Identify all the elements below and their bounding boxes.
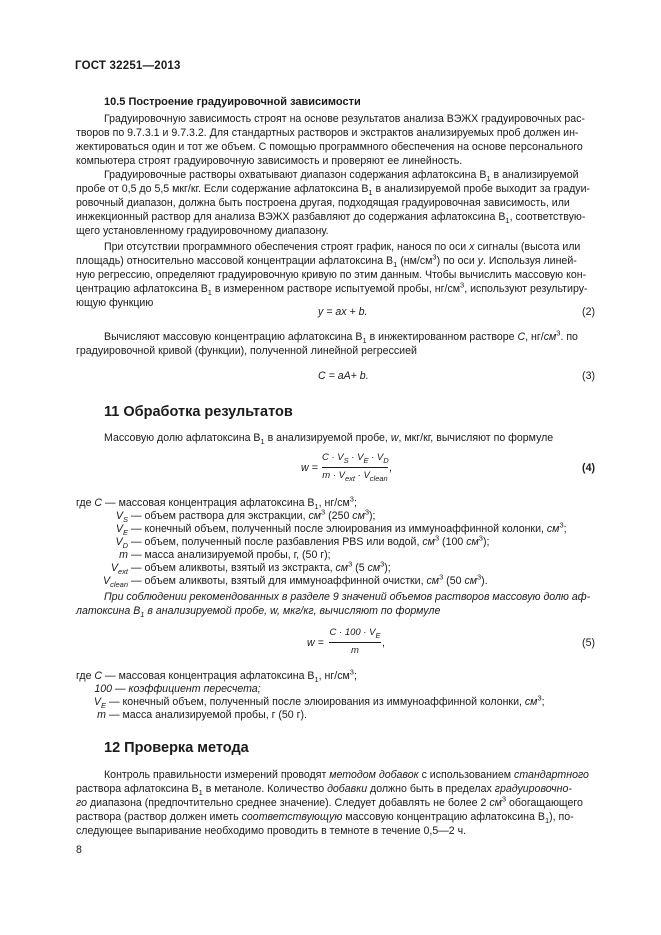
s12-line-4: раствора (раствор должен иметь соответствующую массовую концентрацию афлатоксина $В_1$), по- [76,811,574,826]
equation-5-number: (5) [582,637,595,649]
p1-line-1: Градуировочную зависимость строят на основе результатов анализа ВЭЖХ градуировочных рас- [104,113,585,125]
equation-4-denominator: $m \cdot V_{ext} \cdot V_{clean}$ [322,470,388,483]
p3-line-4: центрацию афлатоксина $В_1$ в измеренном растворе испытуемой пробы, $нг/см^3$, используют результиру- [76,280,588,298]
p3-line-5: ющую функцию [76,297,154,309]
s12-line-3: го диапазона (предпочтительно среднее значение). Следует добавлять не более 2 $см^3$ обогащающего [76,794,583,809]
p1-line-3: жектироваться один и тот же объем. С помощью программного обеспечения на основе персонального [76,141,583,153]
equation-5-lhs: w = [307,637,324,649]
equation-4-lhs: w = [301,462,318,474]
note-line-2: латоксина $В_1$ в анализируемой пробе, w, мкг/кг, вычисляют по формуле [76,605,441,620]
equation-4-number: (4) [582,462,595,474]
p3-line-1: При отсутствии программного обеспечения строят график, нанося по оси х сигналы (высота или [104,241,581,253]
p2-line-4: инжекционный раствор для анализа ВЭЖХ разбавляют до содержания афлатоксина $В_1$, соответствую- [76,211,586,226]
equation-2-number: (2) [582,306,595,318]
def-vs: $V_S$ — объем раствора для экстракции, $см^3$ (250 $см^3$); [115,507,376,525]
p4-line-1: Вычисляют массовую концентрацию афлатоксина $В_1$ в инжектированном растворе С, $нг/см^3$. по [104,328,578,346]
equation-2: у = ах + b. [318,306,368,318]
def-c: где С — массовая концентрация афлатоксина $В_1$, $нг/см^3$; [76,494,357,512]
section-10-5-heading: 10.5 Построение градуировочной зависимости [104,96,361,108]
equation-4-fraction-bar [322,467,388,468]
p3-line-2: площадь) относительно массовой концентрации афлатоксина $В_1$ $(нм/см^3)$ по оси у. Используя линей- [76,252,577,270]
p2-line-5: щего установленному градуировочному диапазону. [76,225,329,237]
p2-line-3: ровочный диапазон, должна быть построена другая, подходящая градуировочная зависимость, или [76,197,570,209]
def2-m: m — масса анализируемой пробы, г (50 г). [97,709,307,721]
s11-intro: Массовую долю афлатоксина $В_1$ в анализируемой пробе, w, мкг/кг, вычисляют по формуле [104,432,554,447]
standard-id: ГОСТ 32251—2013 [75,60,181,72]
equation-4-numerator: $C \cdot V_S \cdot V_E \cdot V_D$ [322,452,389,465]
section-12-heading: 12 Проверка метода [104,740,249,756]
s12-line-1: Контроль правильности измерений проводят методом добавок с использованием стандартного [104,769,589,781]
symbol-definitions-1 [76,494,567,590]
p1-line-4: компьютера строят градуировочную зависимость и проверяют ее линейность. [76,155,463,167]
note-line-1: При соблюдении рекомендованных в разделе 9 значений объемов растворов массовую долю аф- [104,591,591,603]
def-vext: $V_{ext}$ — объем аликвоты, взятый из экстракта, $см^3$ (5 $см^3$); [110,559,391,577]
s12-line-2: раствора афлатоксина $В_1$ в метаноле. Количество добавки должно быть в пределах градуировочно- [76,783,572,798]
equation-3-number: (3) [582,370,595,382]
def-m: m — масса анализируемой пробы, г, (50 г); [119,549,331,561]
page-number: 8 [76,844,82,856]
s12-line-5: следующее выпаривание необходимо проводить в темноте в течение 0,5—2 ч. [76,825,467,837]
p3-line-3: ную регрессию, определяют градуировочную кривую по этим данным. Чтобы вычислить массовую кон- [76,269,587,281]
def2-c: где С — массовая концентрация афлатоксина $В_1$, $нг/см^3$; [76,667,357,685]
section-11-heading: 11 Обработка результатов [104,404,293,420]
equation-5-denominator: m [351,645,359,656]
equation-5-numerator: $C \cdot 100 \cdot V_E$ [329,627,381,640]
def-vclean: $V_{clean}$ — объем аликвоты, взятый для иммуноаффинной очистки, $см^3$ (50 $см^3$). [102,572,488,590]
def-vd: $V_D$ — объем, полученный после разбавления PBS или водой, $см^3$ (100 $см^3$); [115,533,490,551]
p4-line-2: градуировочной кривой (функции), полученной линейной регрессией [76,345,417,357]
def2-100: 100 — коэффициент пересчета; [94,683,261,695]
def2-ve: $V_E$ — конечный объем, полученный после элюирования из иммуноаффинной колонки, $см^3$; [93,693,545,711]
def-ve: $V_E$ — конечный объем, полученный после элюирования из иммуноаффинной колонки, $см^3$; [115,520,567,538]
equation-4-comma: , [389,462,392,474]
symbol-definitions-2 [76,667,545,722]
equation-5-comma: , [382,637,385,649]
p2-line-2: пробе от 0,5 до 5,5 мкг/кг. Если содержание афлатоксина $В_1$ в анализируемой пробе выходит за градуи- [76,183,591,198]
p2-line-1: Градуировочные растворы охватывают диапазон содержания афлатоксина $В_1$ в анализируемой [104,169,579,184]
equation-3: С = аА+ b. [318,370,369,382]
p1-line-2: творов по 9.7.3.1 и 9.7.3.2. Для стандартных растворов и экстрактов анализируемых проб должен ин- [76,127,579,139]
equation-5-fraction-bar [329,642,381,643]
